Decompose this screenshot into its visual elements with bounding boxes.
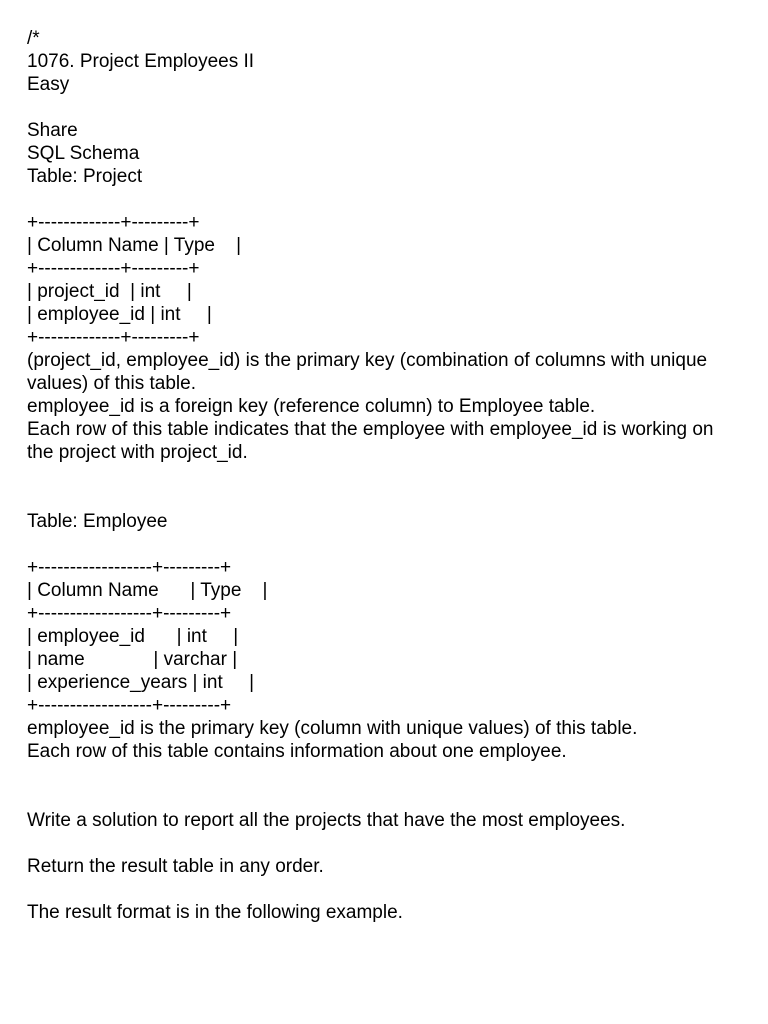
task-statement: Write a solution to report all the projects that have the most employees. <box>27 810 626 831</box>
spacer <box>27 487 743 510</box>
project-foreign-key-note: employee_id is a foreign key (reference column) to Employee table. <box>27 396 596 417</box>
order-note: Return the result table in any order. <box>27 856 324 877</box>
spacer <box>27 786 743 809</box>
problem-document <box>27 27 743 924</box>
project-table-row: | project_id | int | <box>27 281 192 302</box>
format-note: The result format is in the following example. <box>27 902 403 923</box>
employee-table-header-row: | Column Name | Type | <box>27 580 268 601</box>
spacer <box>27 878 743 901</box>
project-primary-key-note: (project_id, employee_id) is the primary key (combination of columns with unique values) of this table. <box>27 350 713 394</box>
project-table-heading: Table: Project <box>27 166 143 187</box>
spacer <box>27 832 743 855</box>
employee-table-row: | employee_id | int | <box>27 626 239 647</box>
comment-open: /* <box>27 28 40 49</box>
project-table-border: +-------------+---------+ <box>27 212 200 233</box>
project-row-meaning-note: Each row of this table indicates that the employee with employee_id is working on the project with project_id. <box>27 419 719 463</box>
share-text: Share <box>27 120 78 141</box>
employee-table-border: +------------------+---------+ <box>27 603 232 624</box>
employee-table-row: | name | varchar | <box>27 649 238 670</box>
employee-table-heading: Table: Employee <box>27 511 168 532</box>
spacer <box>27 188 743 211</box>
project-table-border: +-------------+---------+ <box>27 327 200 348</box>
spacer <box>27 464 743 487</box>
spacer <box>27 763 743 786</box>
difficulty-label: Easy <box>27 74 70 95</box>
sql-schema-text: SQL Schema <box>27 143 140 164</box>
project-table-border: +-------------+---------+ <box>27 258 200 279</box>
project-table-row: | employee_id | int | <box>27 304 212 325</box>
spacer <box>27 533 743 556</box>
spacer <box>27 96 743 119</box>
project-table-header-row: | Column Name | Type | <box>27 235 242 256</box>
employee-table-border: +------------------+---------+ <box>27 695 232 716</box>
employee-table-border: +------------------+---------+ <box>27 557 232 578</box>
problem-title: 1076. Project Employees II <box>27 51 255 72</box>
employee-row-meaning-note: Each row of this table contains information about one employee. <box>27 741 567 762</box>
employee-table-row: | experience_years | int | <box>27 672 255 693</box>
employee-primary-key-note: employee_id is the primary key (column with unique values) of this table. <box>27 718 638 739</box>
